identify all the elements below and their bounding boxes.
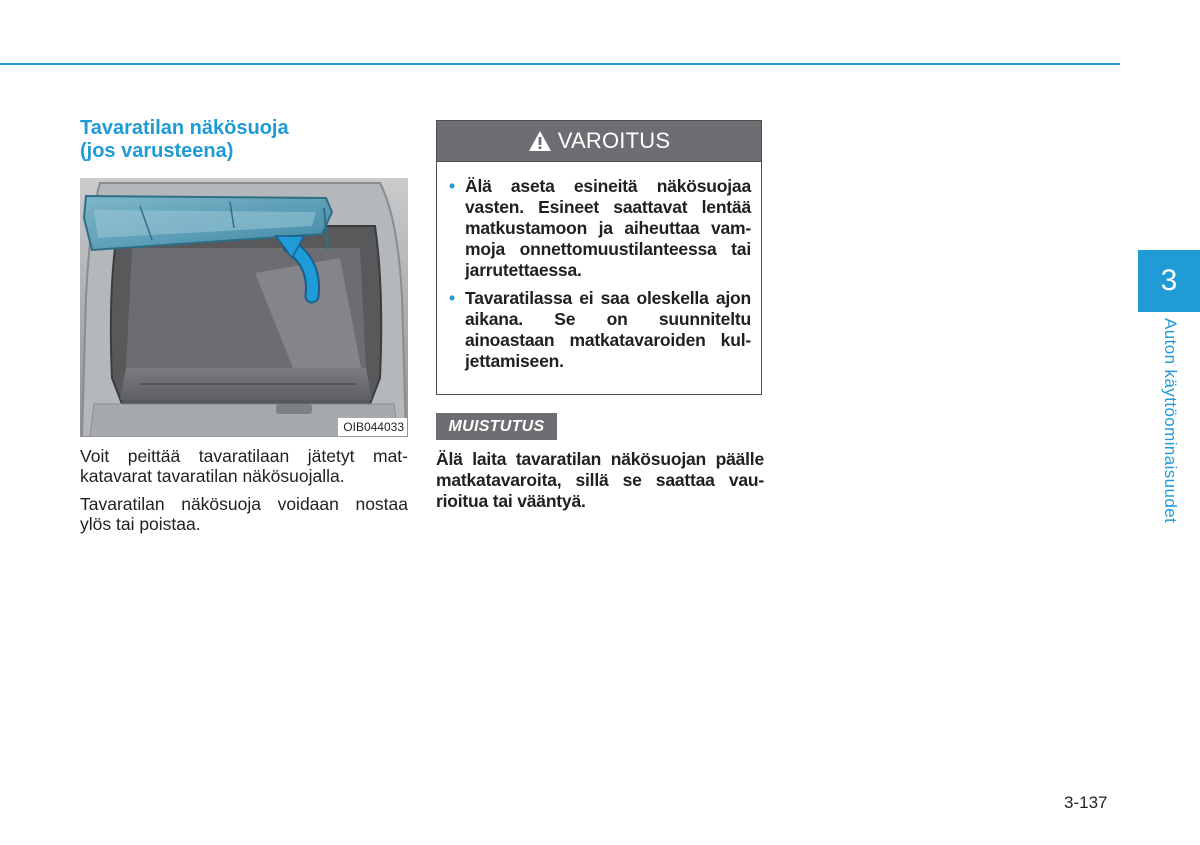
warning-item: [449, 288, 751, 372]
warning-header: [437, 121, 761, 162]
header-rule: [0, 63, 1120, 65]
cargo-cover-illustration: [80, 178, 408, 437]
warning-item-text: Älä aseta esineitä näkösuojaa vasten. Esineet saattavat lentää matkustamoon ja aiheuttaa vam-moja onnettomuustilanteessa tai jarrutettaessa.: [465, 176, 751, 280]
body-paragraph-1: Voit peittää tavaratilaan jätetyt mat-katavarat tavaratilan näkösuojalla.: [80, 446, 408, 486]
bullet-icon: •: [449, 176, 455, 196]
figure-code: OIB044033: [338, 418, 407, 436]
section-title: [80, 117, 410, 163]
body-paragraph-2: Tavaratilan näkösuoja voidaan nostaa ylös tai poistaa.: [80, 494, 408, 534]
warning-item: [449, 176, 751, 281]
chapter-label: Auton käyttöominaisuudet: [1161, 318, 1180, 524]
bullet-icon: •: [449, 288, 455, 308]
note-text: Älä laita tavaratilan näkösuojan päälle matkatavaroita, sillä se saattaa vau-rioitua tai vääntyä.: [436, 449, 764, 511]
page-number: 3-137: [1064, 793, 1108, 812]
section-title-line2: (jos varusteena): [80, 140, 234, 162]
warning-item-text: Tavaratilassa ei saa oleskella ajon aikana. Se on suunniteltu ainoastaan matkatavaroiden kul-jettamiseen.: [465, 288, 751, 371]
body-text: [80, 446, 408, 542]
note-badge: MUISTUTUS: [436, 413, 557, 440]
hatchback-trunk-illustration: [80, 178, 408, 437]
warning-box: [436, 120, 762, 395]
warning-list: [437, 162, 761, 372]
chapter-tab[interactable]: 3: [1138, 250, 1200, 312]
section-title-line1: Tavaratilan näkösuoja: [80, 117, 289, 139]
warning-title: VAROITUS: [557, 128, 671, 153]
warning-triangle-icon: [528, 130, 552, 152]
